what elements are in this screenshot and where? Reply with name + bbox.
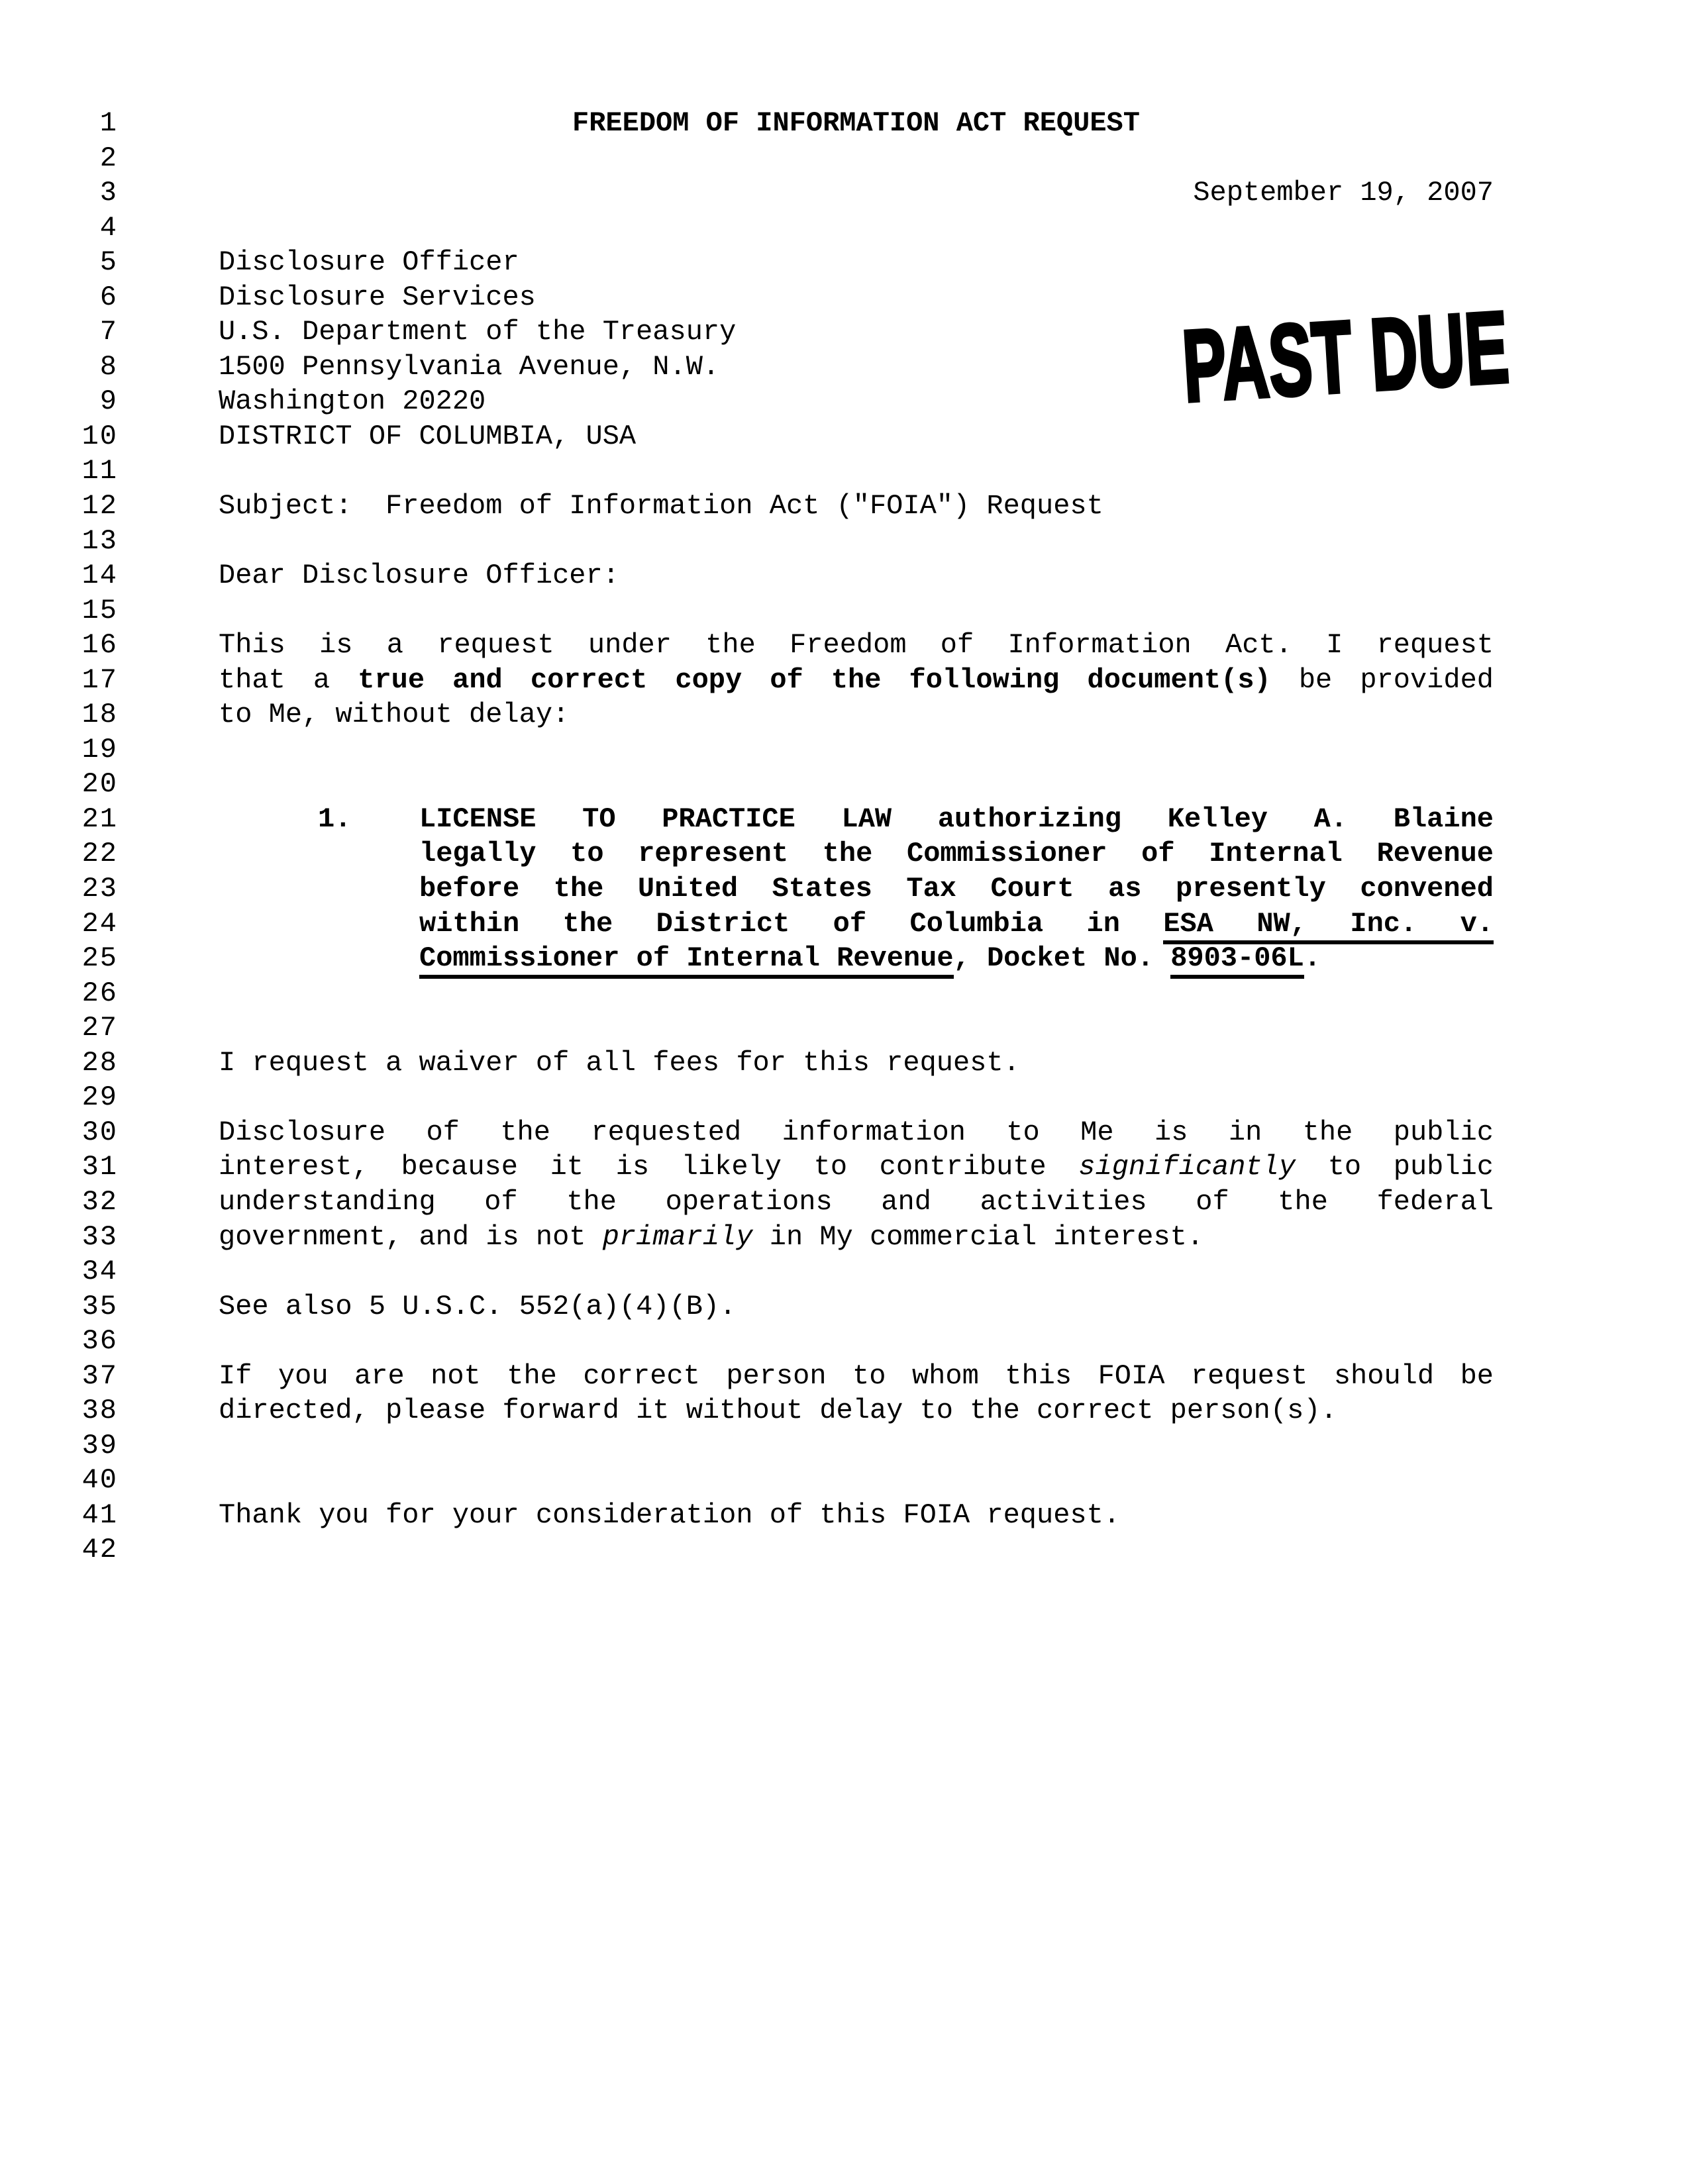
line-number: 16 [81,629,118,662]
document-line [0,1359,1689,1394]
line-number: 22 [81,838,118,870]
document-line [0,106,1689,141]
document-line [0,1011,1689,1046]
line-number: 18 [81,699,118,731]
text-run: U.S. Department of the Treasury [219,316,737,348]
document-line [0,907,1689,942]
line-text [219,280,1494,315]
line-text [219,175,1494,211]
line-text [219,1011,1494,1046]
line-text [219,1359,1494,1394]
line-text [219,315,1494,350]
line-text [219,1046,1494,1081]
text-run: Disclosure of the requested information to Me is in the public [219,1116,1494,1148]
line-number: 11 [81,455,118,487]
line-text [419,836,1494,871]
text-run: government, and is not [219,1220,603,1253]
line-number: 26 [81,977,118,1009]
line-number: 4 [99,211,118,244]
text-run: ESA NW, Inc. v. [1163,908,1494,944]
line-number: 35 [81,1290,118,1322]
document-line [0,1289,1689,1324]
text-run: within the District of Columbia in [419,907,1164,940]
document-line [0,245,1689,280]
line-text [219,1393,1494,1428]
text-run: directed, please forward it without delay to the correct person(s). [219,1395,1337,1427]
line-number: 3 [99,177,118,209]
line-number: 33 [81,1220,118,1253]
past-due-stamp: PAST DUE [1179,290,1512,423]
line-text [219,1080,1494,1115]
text-run: FREEDOM OF INFORMATION ACT REQUEST [572,107,1140,139]
line-text [219,1150,1494,1185]
text-run: to public [1296,1151,1494,1183]
line-text [219,106,1494,141]
text-run: primarily [602,1220,753,1253]
line-text [219,1185,1494,1220]
text-run: See also 5 U.S.C. 552(a)(4)(B). [219,1290,737,1322]
text-run: to Me, without delay: [219,699,570,731]
line-text [219,558,1494,593]
line-text [419,941,1494,976]
document-line [0,871,1689,907]
document-line [0,836,1689,871]
line-text [219,141,1494,176]
text-run: , Docket No. [953,942,1171,975]
document-line [0,1428,1689,1464]
text-run: legally to represent the Commissioner of Internal Revenue [419,838,1494,870]
line-text [219,1428,1494,1464]
line-number: 13 [81,524,118,557]
line-text [219,628,1494,663]
line-text [219,489,1494,524]
document-line [0,419,1689,454]
document-line [0,697,1689,732]
line-number: 7 [99,316,118,348]
text-run: Thank you for your consideration of this FOIA request. [219,1499,1121,1531]
text-run: DISTRICT OF COLUMBIA, USA [219,420,637,452]
line-number: 27 [81,1012,118,1044]
line-text [419,907,1494,942]
document-line [0,593,1689,628]
text-run: . [1304,942,1321,975]
text-run: Subject: Freedom of Information Act ("FOIA") Request [219,490,1103,522]
document-line [0,802,1689,837]
document-line [0,1532,1689,1567]
text-run: This is a request under the Freedom of Information Act. I request [219,629,1494,662]
document-line [0,767,1689,802]
document-line [0,628,1689,663]
document-line [0,976,1689,1011]
line-number: 12 [81,490,118,522]
document-line [0,1324,1689,1359]
line-text [219,350,1494,385]
line-number: 30 [81,1116,118,1148]
line-number: 36 [81,1325,118,1358]
pleading-lines [0,106,1689,1567]
line-number: 14 [81,560,118,592]
line-number: 15 [81,594,118,626]
line-number: 6 [99,281,118,313]
document-line [0,211,1689,246]
line-number: 1 [99,107,118,139]
line-text [219,1463,1494,1498]
line-number: 2 [99,142,118,174]
line-number: 39 [81,1429,118,1462]
line-number: 23 [81,873,118,905]
line-number: 8 [99,350,118,383]
document-line [0,663,1689,698]
document-line [0,558,1689,593]
line-text [219,1532,1494,1567]
line-number: 5 [99,246,118,279]
line-number: 21 [81,803,118,835]
line-number: 29 [81,1081,118,1114]
line-text [318,802,1494,837]
text-run: Disclosure Officer [219,246,519,279]
line-number: 41 [81,1499,118,1531]
text-run: understanding of the operations and activities of the federal [219,1185,1494,1218]
line-text [219,524,1494,559]
document-line [0,280,1689,315]
line-number: 32 [81,1185,118,1218]
list-number: 1. [318,803,352,835]
line-text [219,663,1494,698]
line-number: 38 [81,1395,118,1427]
text-run: Washington 20220 [219,385,486,418]
document-line [0,732,1689,768]
text-run: significantly [1078,1151,1296,1183]
text-run: September 19, 2007 [1193,177,1494,209]
document-line [0,489,1689,524]
document-line [0,524,1689,559]
text-run: true and correct copy of the following document(s) [358,664,1271,696]
text-run: Dear Disclosure Officer: [219,560,619,592]
text-run: interest, because it is likely to contribute [219,1151,1079,1183]
line-text [219,1115,1494,1150]
line-number: 37 [81,1360,118,1392]
document-line [0,350,1689,385]
text-run: 8903-06L [1170,942,1304,979]
line-text [219,245,1494,280]
line-text [219,976,1494,1011]
line-number: 19 [81,733,118,766]
line-text [219,767,1494,802]
text-run: If you are not the correct person to whom this FOIA request should be [219,1360,1494,1392]
text-run: that a [219,664,358,696]
line-text [219,697,1494,732]
line-number: 9 [99,385,118,418]
text-run: LICENSE TO PRACTICE LAW authorizing Kelley A. Blaine [419,803,1494,835]
document-line [0,1150,1689,1185]
document-line [0,1080,1689,1115]
line-number: 25 [81,942,118,975]
document-line [0,1046,1689,1081]
line-text [219,1324,1494,1359]
text-run: 1500 Pennsylvania Avenue, N.W. [219,350,720,383]
line-number: 20 [81,768,118,801]
document-line [0,1254,1689,1289]
text-run: Commissioner of Internal Revenue [419,942,954,979]
line-text [419,871,1494,907]
line-number: 40 [81,1464,118,1497]
line-text [219,454,1494,489]
line-text [219,1289,1494,1324]
text-run: be provided [1270,664,1494,696]
document-line [0,1463,1689,1498]
line-number: 24 [81,907,118,940]
line-number: 42 [81,1534,118,1566]
document-line [0,315,1689,350]
line-number: 34 [81,1256,118,1288]
line-number: 17 [81,664,118,696]
line-text [219,1498,1494,1533]
line-number: 28 [81,1046,118,1079]
text-run: I request a waiver of all fees for this request. [219,1046,1020,1079]
line-text [219,593,1494,628]
line-number: 10 [81,420,118,452]
document-line [0,1498,1689,1533]
document-line [0,1185,1689,1220]
line-text [219,211,1494,246]
line-text [219,1220,1494,1255]
text-run: before the United States Tax Court as presently convened [419,873,1494,905]
document-line [0,1115,1689,1150]
line-number: 31 [81,1151,118,1183]
text-run: Disclosure Services [219,281,536,313]
document-line [0,1393,1689,1428]
text-run: in My commercial interest. [752,1220,1204,1253]
document-line [0,454,1689,489]
document-line [0,141,1689,176]
document-line [0,384,1689,419]
line-text [219,1254,1494,1289]
line-text [219,384,1494,419]
document-line [0,941,1689,976]
document-line [0,1220,1689,1255]
document-line [0,175,1689,211]
line-text [219,419,1494,454]
line-text [219,732,1494,768]
